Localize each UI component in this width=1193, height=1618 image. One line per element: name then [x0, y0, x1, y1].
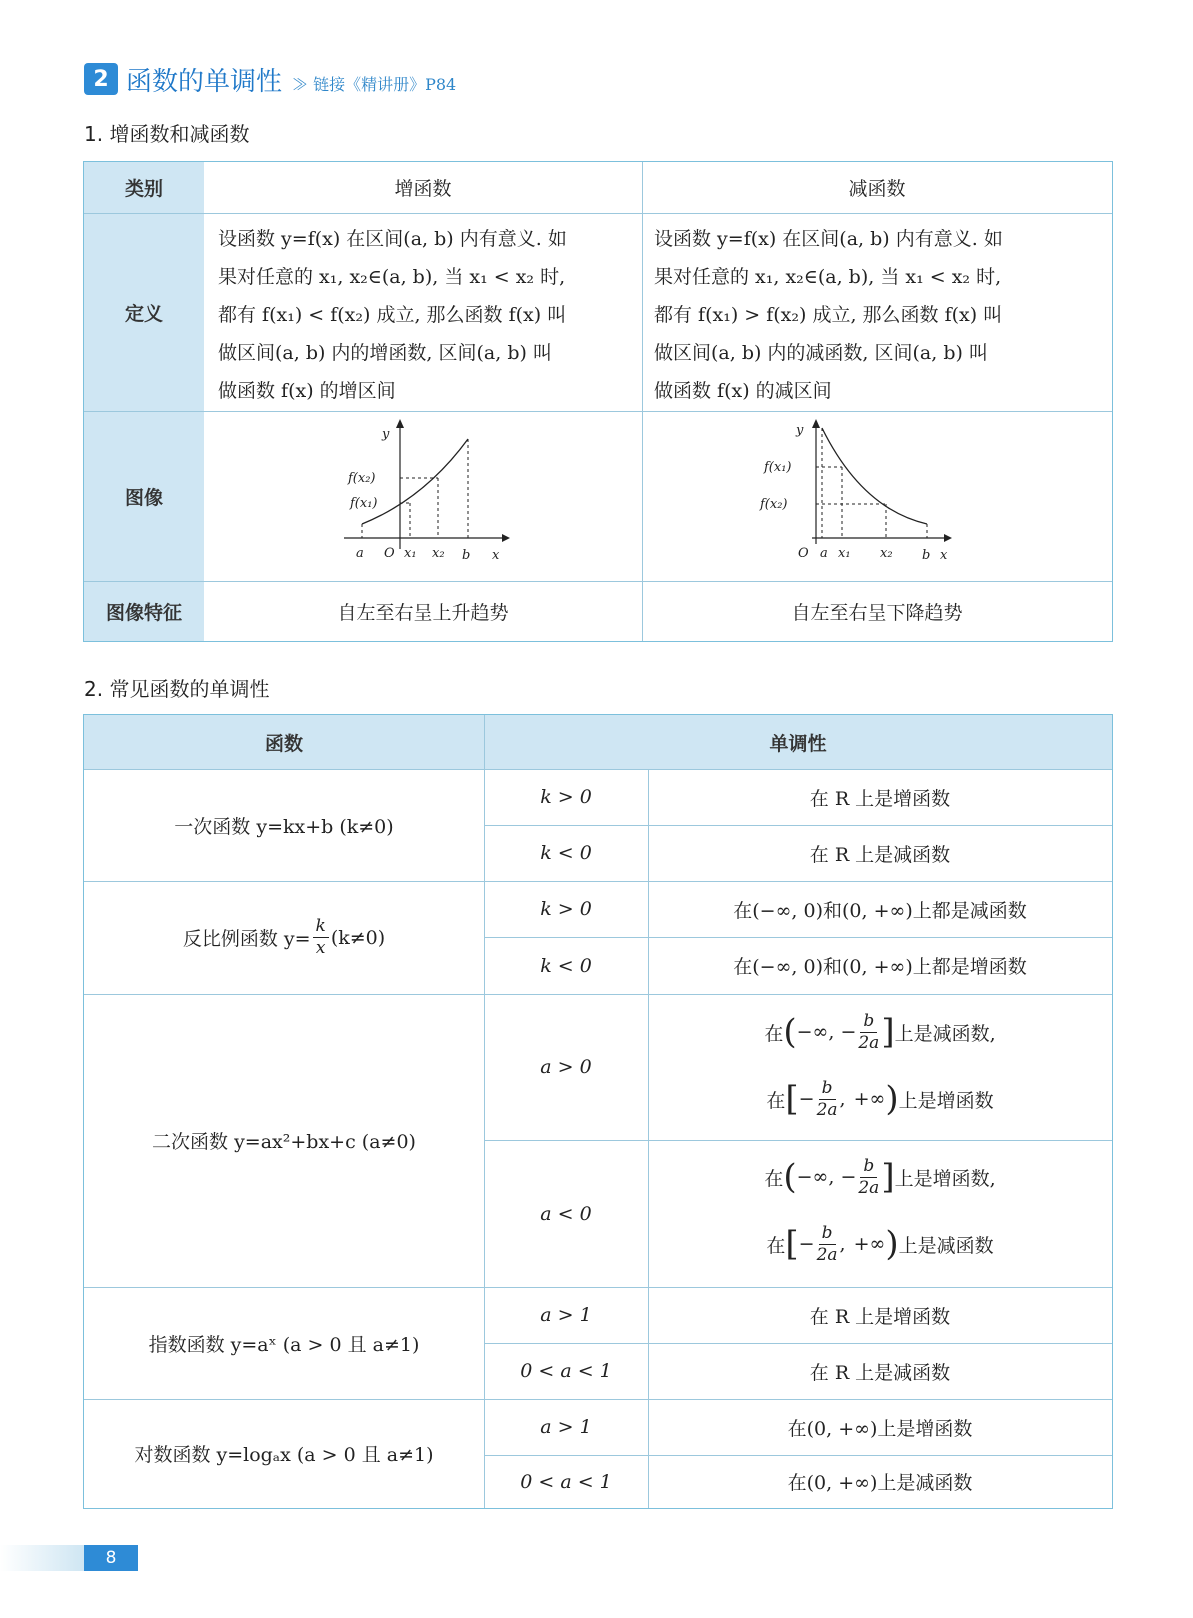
b-over-2a-fraction	[816, 1222, 838, 1265]
x-label: x	[940, 548, 948, 563]
subsection-heading-1: 1. 增函数和减函数	[84, 122, 250, 146]
quadratic-result-1b: 在 [ − $\frac{b}{2a}$ , +∞ ) 上是增函数	[766, 1077, 994, 1120]
text: −	[798, 1233, 815, 1255]
def-line: 设函数 y=f(x) 在区间(a, b) 内有意义. 如	[654, 228, 1003, 250]
x-label: x	[492, 548, 500, 563]
exponential-condition-1: a > 1	[540, 1304, 592, 1326]
x-axis-arrow-icon	[944, 534, 952, 542]
category-label: 类别	[84, 162, 204, 213]
fraction-numerator: b	[860, 1013, 877, 1033]
def-line: 做函数 f(x) 的增区间	[218, 380, 396, 402]
logarithm-result-1: 在(0, +∞)上是增函数	[787, 1417, 973, 1440]
logarithm-function: 对数函数 y=logₐx (a > 0 且 a≠1)	[134, 1444, 434, 1466]
definition-label: 定义	[84, 213, 204, 411]
function-header: 函数	[84, 715, 484, 769]
x2-label: x₂	[880, 546, 893, 561]
text: 上是增函数	[898, 1089, 994, 1112]
def-line: 设函数 y=f(x) 在区间(a, b) 内有意义. 如	[218, 228, 567, 250]
exponential-result-1: 在 R 上是增函数	[809, 1305, 951, 1328]
def-line: 做区间(a, b) 内的减函数, 区间(a, b) 叫	[654, 342, 988, 364]
feature-label: 图像特征	[84, 581, 204, 641]
inverse-prefix: 反比例函数 y=	[182, 928, 311, 950]
increasing-decreasing-table	[83, 161, 1113, 642]
x-axis-arrow-icon	[502, 534, 510, 542]
fraction-denominator: 2a	[816, 1099, 838, 1120]
fx2-label: f(x₂)	[348, 471, 376, 486]
fraction-numerator: b	[860, 1158, 877, 1178]
text: +∞	[853, 1088, 886, 1110]
text: −	[840, 1021, 857, 1043]
fraction-numerator: b	[819, 1225, 836, 1245]
page-number: 8	[84, 1545, 138, 1571]
y-axis-arrow-icon	[396, 419, 404, 428]
a-label: a	[820, 546, 828, 561]
def-line: 果对任意的 x₁, x₂∈(a, b), 当 x₁ < x₂ 时,	[218, 266, 566, 288]
text: ,	[839, 1088, 846, 1110]
origin-label: O	[384, 546, 395, 561]
b-label: b	[922, 548, 931, 563]
text: −∞,	[796, 1166, 835, 1188]
text: 上是减函数,	[894, 1022, 996, 1045]
common-functions-table	[83, 714, 1113, 1509]
inverse-result-2: 在(−∞, 0)和(0, +∞)上都是增函数	[733, 956, 1027, 978]
logarithm-condition-1: a > 1	[540, 1416, 592, 1438]
b-over-2a-fraction	[858, 1155, 880, 1198]
decreasing-curve	[822, 428, 927, 524]
quadratic-result-2a: 在 ( −∞, − $\frac{b}{2a}$ ] 上是增函数,	[764, 1155, 996, 1198]
def-line: 果对任意的 x₁, x₂∈(a, b), 当 x₁ < x₂ 时,	[654, 266, 1002, 288]
logarithm-condition-2: 0 < a < 1	[520, 1470, 612, 1493]
origin-label: O	[798, 546, 809, 561]
text: 在	[764, 1167, 784, 1190]
increasing-definition	[218, 220, 638, 410]
inverse-function	[84, 881, 484, 994]
fraction-denominator: 2a	[858, 1032, 880, 1053]
def-line: 都有 f(x₁) < f(x₂) 成立, 那么函数 f(x) 叫	[218, 304, 567, 326]
linear-result-2: 在 R 上是减函数	[809, 843, 951, 866]
y-label: y	[796, 423, 804, 438]
text: 上是减函数	[898, 1234, 994, 1257]
decreasing-feature: 自左至右呈下降趋势	[791, 601, 963, 624]
logarithm-result-2: 在(0, +∞)上是减函数	[787, 1472, 973, 1494]
quadratic-result-2b: 在 [ − $\frac{b}{2a}$ , +∞ ) 上是减函数	[766, 1222, 994, 1265]
exponential-result-2: 在 R 上是减函数	[809, 1361, 951, 1384]
fraction-numerator: b	[819, 1080, 836, 1100]
inverse-fraction	[313, 918, 329, 957]
linear-condition-2: k < 0	[540, 842, 592, 864]
inverse-condition-1: k > 0	[540, 898, 592, 920]
page-number-band	[0, 1545, 84, 1571]
graph-label: 图像	[84, 411, 204, 581]
section-number-badge: 2	[84, 63, 118, 95]
increasing-function-graph	[334, 414, 534, 579]
x2-label: x₂	[432, 546, 445, 561]
text: 在	[766, 1234, 786, 1257]
a-label: a	[356, 546, 364, 561]
x1-label: x₁	[404, 546, 417, 561]
quadratic-function: 二次函数 y=ax²+bx+c (a≠0)	[152, 1131, 416, 1153]
fraction-numerator: k	[313, 918, 329, 938]
fx2-label: f(x₂)	[760, 497, 788, 512]
text: −	[840, 1166, 857, 1188]
text: +∞	[853, 1233, 886, 1255]
fraction-denominator: 2a	[858, 1177, 880, 1198]
text: −	[798, 1088, 815, 1110]
inverse-condition-2: k < 0	[540, 954, 592, 977]
text: 上是增函数,	[894, 1167, 996, 1190]
monotonicity-header: 单调性	[484, 715, 1112, 769]
fraction-denominator: 2a	[816, 1244, 838, 1265]
exponential-condition-2: 0 < a < 1	[520, 1360, 612, 1382]
linear-function: 一次函数 y=kx+b (k≠0)	[174, 815, 394, 838]
y-label: y	[382, 427, 390, 442]
quadratic-result-1a: 在 ( −∞, − $\frac{b}{2a}$ ] 上是减函数,	[764, 1010, 996, 1053]
quadratic-condition-1: a > 0	[540, 1056, 592, 1078]
increasing-header: 增函数	[394, 178, 452, 200]
inverse-result-1: 在(−∞, 0)和(0, +∞)上都是减函数	[733, 899, 1027, 922]
fx1-label: f(x₁)	[350, 496, 378, 511]
increasing-curve	[362, 439, 468, 524]
increasing-feature: 自左至右呈上升趋势	[337, 601, 509, 624]
b-over-2a-fraction	[858, 1010, 880, 1053]
decreasing-function-graph	[752, 414, 962, 579]
text: −∞,	[796, 1021, 835, 1043]
quadratic-condition-2: a < 0	[540, 1202, 592, 1225]
inverse-suffix: (k≠0)	[330, 926, 386, 949]
text: ,	[839, 1233, 846, 1255]
linear-result-1: 在 R 上是增函数	[809, 787, 951, 810]
fx1-label: f(x₁)	[764, 460, 792, 475]
def-line: 做区间(a, b) 内的增函数, 区间(a, b) 叫	[218, 342, 552, 364]
y-axis-arrow-icon	[812, 419, 820, 428]
section-title: 函数的单调性	[126, 66, 283, 97]
section-link[interactable]: ≫ 链接《精讲册》P84	[292, 74, 457, 94]
x1-label: x₁	[838, 546, 851, 561]
decreasing-header: 减函数	[848, 178, 906, 200]
decreasing-definition	[654, 220, 1106, 410]
def-line: 都有 f(x₁) > f(x₂) 成立, 那么函数 f(x) 叫	[654, 304, 1003, 326]
text: 在	[764, 1022, 784, 1045]
exponential-function: 指数函数 y=aˣ (a > 0 且 a≠1)	[148, 1333, 420, 1356]
b-over-2a-fraction	[816, 1077, 838, 1120]
subsection-heading-2: 2. 常见函数的单调性	[84, 677, 270, 701]
def-line: 做函数 f(x) 的减区间	[654, 380, 832, 402]
linear-condition-1: k > 0	[540, 786, 592, 808]
text: 在	[766, 1089, 786, 1112]
b-label: b	[462, 548, 471, 563]
fraction-denominator: x	[315, 938, 326, 958]
section-header	[84, 62, 456, 96]
